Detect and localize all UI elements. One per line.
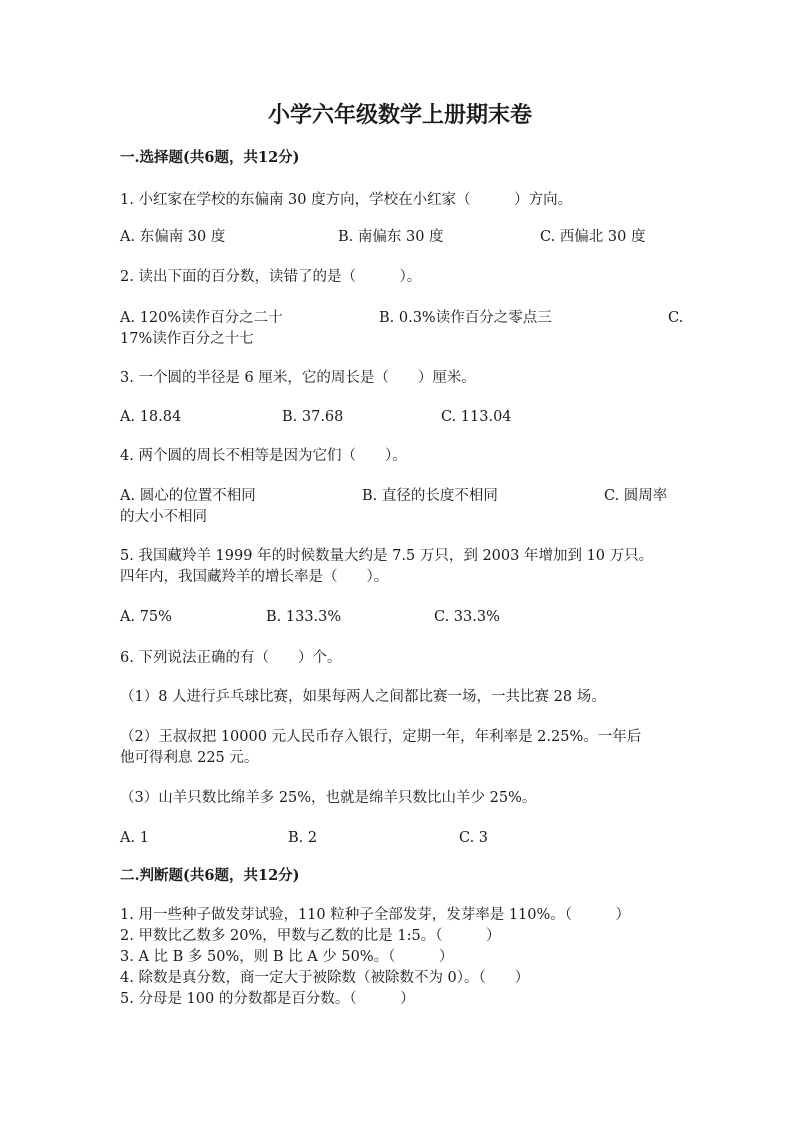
question-1-stem: 1. 小红家在学校的东偏南 30 度方向，学校在小红家（ ）方向。 xyxy=(120,192,573,208)
question-5-option-b: B. 133.3% xyxy=(266,609,342,625)
question-3-option-c: C. 113.04 xyxy=(441,409,512,425)
judgement-item-1: 1. 用一些种子做发芽试验，110 粒种子全部发芽，发芽率是 110%。（ ） xyxy=(120,907,631,923)
question-6-statement-2-line-2: 他可得利息 225 元。 xyxy=(120,750,259,766)
judgement-item-4: 4. 除数是真分数，商一定大于被除数（被除数不为 0）。（ ） xyxy=(120,970,530,986)
question-1-option-b: B. 南偏东 30 度 xyxy=(338,229,444,245)
section-heading-choice: 一.选择题(共6题，共12分) xyxy=(120,149,300,166)
question-4-option-c-continued: 的大小不相同 xyxy=(120,509,207,525)
question-5-option-a: A. 75% xyxy=(120,609,172,625)
question-5-stem-line-2: 四年内，我国藏羚羊的增长率是（ ）。 xyxy=(120,569,389,585)
page-title: 小学六年级数学上册期末卷 xyxy=(267,102,532,128)
question-6-option-a: A. 1 xyxy=(120,830,149,846)
question-3-stem: 3. 一个圆的半径是 6 厘米，它的周长是（ ）厘米。 xyxy=(120,370,476,386)
question-4-stem: 4. 两个圆的周长不相等是因为它们（ ）。 xyxy=(120,448,407,464)
question-4-option-c: C. 圆周率 xyxy=(604,488,668,504)
question-1-option-a: A. 东偏南 30 度 xyxy=(120,229,226,245)
judgement-item-5: 5. 分母是 100 的分数都是百分数。（ ） xyxy=(120,991,415,1007)
question-2-option-c-continued: 17%读作百分之十七 xyxy=(120,331,254,347)
question-2-option-a: A. 120%读作百分之二十 xyxy=(120,310,283,326)
question-6-statement-2-line-1: （2）王叔叔把 10000 元人民币存入银行，定期一年，年利率是 2.25%。一年后 xyxy=(120,729,642,745)
judgement-item-2: 2. 甲数比乙数多 20%，甲数与乙数的比是 1:5。（ ） xyxy=(120,928,501,944)
question-5-option-c: C. 33.3% xyxy=(434,609,500,625)
question-6-statement-1: （1）8 人进行乒乓球比赛，如果每两人之间都比赛一场，一共比赛 28 场。 xyxy=(120,689,606,705)
question-6-stem: 6. 下列说法正确的有（ ）个。 xyxy=(120,650,342,666)
question-3-option-b: B. 37.68 xyxy=(282,409,344,425)
section-heading-judgement: 二.判断题(共6题，共12分) xyxy=(120,867,300,884)
question-4-option-a: A. 圆心的位置不相同 xyxy=(120,488,256,504)
question-6-option-c: C. 3 xyxy=(459,830,489,846)
question-6-statement-3: （3）山羊只数比绵羊多 25%，也就是绵羊只数比山羊少 25%。 xyxy=(120,790,537,806)
question-2-stem: 2. 读出下面的百分数，读错了的是（ ）。 xyxy=(120,269,422,285)
question-2-option-b: B. 0.3%读作百分之零点三 xyxy=(379,310,552,326)
question-5-stem-line-1: 5. 我国藏羚羊 1999 年的时候数量大约是 7.5 万只，到 2003 年增加到 10 万只。 xyxy=(120,548,654,564)
question-1-option-c: C. 西偏北 30 度 xyxy=(540,229,646,245)
question-2-option-c: C. xyxy=(668,310,684,326)
question-3-option-a: A. 18.84 xyxy=(120,409,182,425)
question-4-option-b: B. 直径的长度不相同 xyxy=(362,488,498,504)
question-6-option-b: B. 2 xyxy=(288,830,318,846)
judgement-item-3: 3. A 比 B 多 50%，则 B 比 A 少 50%。（ ） xyxy=(120,949,454,965)
